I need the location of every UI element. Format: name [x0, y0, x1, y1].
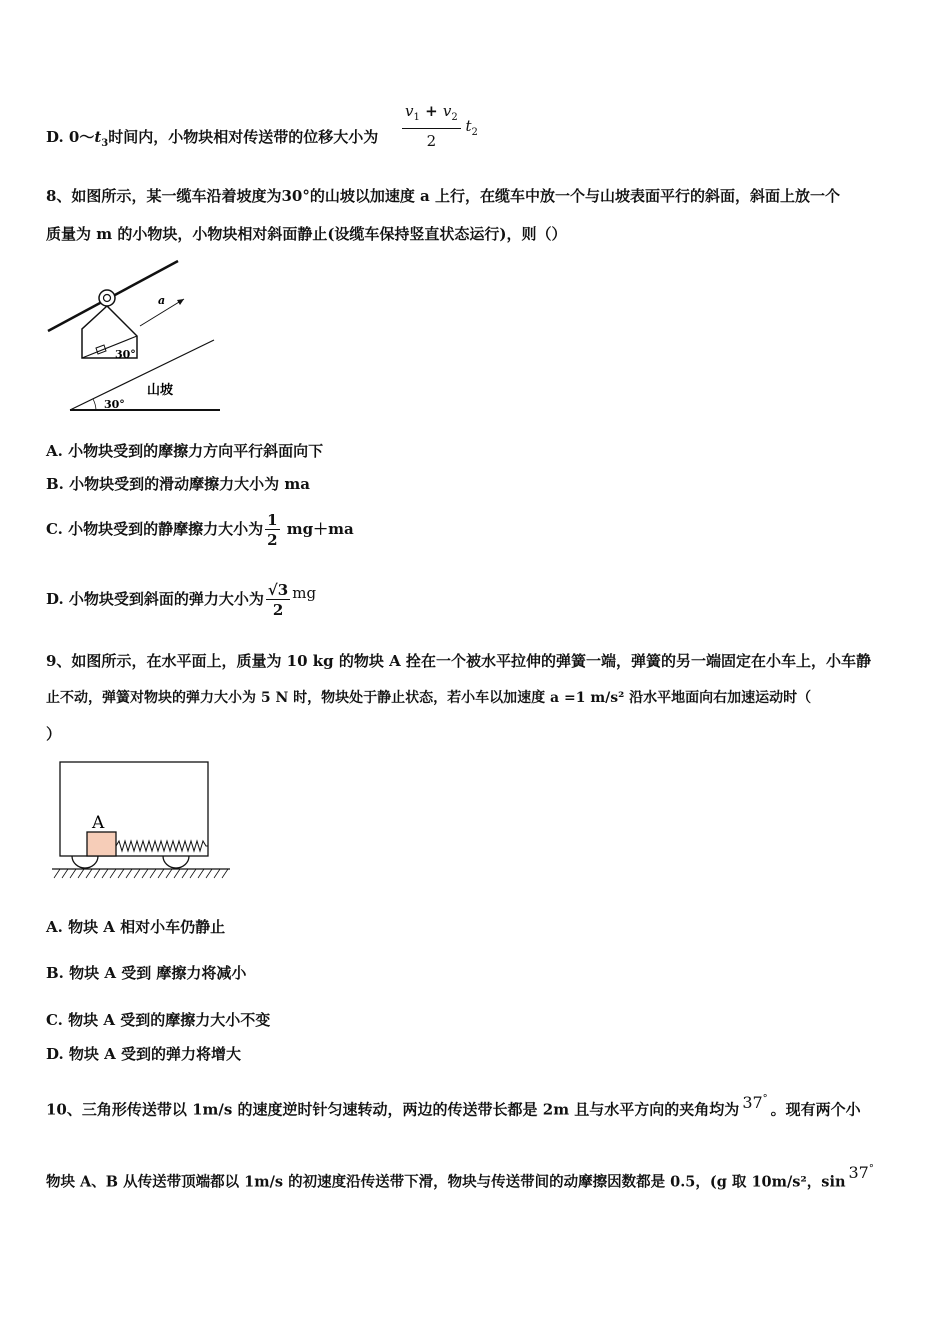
v1-subscript: 1	[413, 112, 420, 123]
q7-option-d-prefix: D. 0～	[46, 128, 95, 146]
acceleration-label: a	[158, 294, 166, 307]
q9-stem-line1: 9、如图所示，在水平面上，质量为 10 kg 的物块 A 拴在一个被水平拉伸的弹簧一端，弹簧的另一端固定在小车上，小车静	[46, 652, 871, 670]
q8-option-c	[46, 509, 354, 550]
slope-label: 山坡	[147, 383, 174, 398]
q8-option-b: B. 小物块受到的滑动摩擦力大小为 ma	[46, 475, 310, 493]
q7-fraction	[402, 101, 478, 153]
q9-option-b: B. 物块 A 受到 摩擦力将减小	[46, 964, 247, 982]
t2-symbol: t	[465, 116, 472, 135]
fraction-denominator: 2	[426, 132, 437, 150]
t2-subscript: 2	[471, 126, 478, 138]
v1-symbol: v	[405, 102, 414, 120]
v2-symbol: v	[442, 102, 452, 120]
fraction-numerator: 1	[267, 510, 278, 529]
degree-mark: °	[762, 1094, 768, 1105]
q10-stem-line2	[46, 1155, 874, 1197]
angle-37: 37	[742, 1093, 763, 1113]
slope-angle-label: 30°	[104, 398, 125, 411]
q9-option-d: D. 物块 A 受到的弹力将增大	[46, 1045, 242, 1063]
cart-spring-figure	[50, 758, 235, 883]
one-half-fraction	[265, 511, 279, 550]
fraction-denominator: 2	[272, 600, 284, 619]
angle-37-sin: 37	[848, 1163, 869, 1183]
q10-stem-line1	[46, 1085, 861, 1124]
q8-option-a: A. 小物块受到的摩擦力方向平行斜面向下	[46, 442, 324, 460]
sqrt3-over-2-fraction	[266, 581, 290, 620]
q10-stem-line1-tail: 。现有两个小	[770, 1100, 861, 1119]
q8-option-d-prefix: D. 小物块受到斜面的弹力大小为	[46, 590, 264, 608]
q7-option-d	[46, 127, 378, 154]
q8-option-c-suffix: mg＋ma	[281, 520, 354, 538]
fraction-denominator: 2	[267, 530, 278, 549]
fraction-numerator: √3	[267, 580, 289, 599]
q9-stem-line2: 止不动，弹簧对物块的弹力大小为 5 N 时，物块处于静止状态，若小车以加速度 a =1 m/s² 沿水平地面向右加速运动时（	[46, 690, 812, 706]
t3-symbol: t	[94, 128, 102, 146]
q10-stem-line1-text: 10、三角形传送带以 1m/s 的速度逆时针匀速转动，两边的传送带长都是 2m 且与水平方向的夹角均为	[46, 1100, 740, 1119]
car-angle-label: 30°	[115, 348, 136, 361]
q8-option-d	[46, 570, 316, 622]
q8-option-d-suffix: mg	[292, 584, 317, 602]
q8-option-c-prefix: C. 小物块受到的静摩擦力大小为	[46, 520, 264, 538]
q8-stem-line1: 8、如图所示，某一缆车沿着坡度为30°的山坡以加速度 a 上行，在缆车中放一个与山坡表面平行的斜面，斜面上放一个	[46, 187, 840, 205]
plus-sign: +	[419, 102, 443, 120]
cable-car-figure	[44, 256, 224, 416]
q9-option-a: A. 物块 A 相对小车仍静止	[46, 918, 226, 936]
q10-stem-line2-text: 物块 A、B 从传送带顶端都以 1m/s 的初速度沿传送带下滑，物块与传送带间的动摩擦因数都是 0.5，(g 取 10m/s²，sin	[46, 1173, 846, 1191]
v2-subscript: 2	[451, 112, 458, 123]
q9-stem-line3: ）	[46, 725, 62, 743]
degree-mark: °	[868, 1164, 874, 1175]
block-a-label: A	[92, 813, 105, 833]
q8-stem-line2: 质量为 m 的小物块，小物块相对斜面静止(设缆车保持竖直状态运行)，则（）	[46, 225, 567, 243]
q9-option-c: C. 物块 A 受到的摩擦力大小不变	[46, 1011, 271, 1029]
q7-option-d-text: 时间内，小物块相对传送带的位移大小为	[108, 128, 379, 146]
t3-subscript: 3	[101, 138, 109, 149]
